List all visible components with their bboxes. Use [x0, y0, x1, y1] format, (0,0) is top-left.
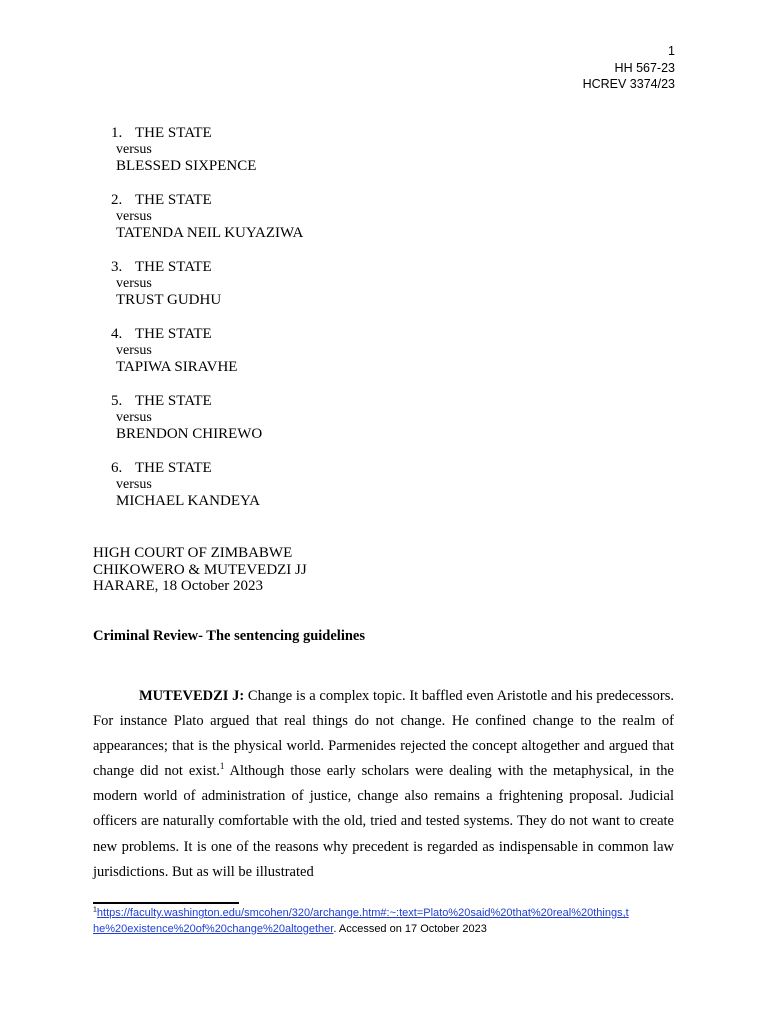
case-number: 4. — [111, 326, 123, 342]
case-versus: versus — [116, 276, 152, 291]
court-place-date: HARARE, 18 October 2023 — [93, 578, 263, 594]
case-versus: versus — [116, 142, 152, 157]
page-header — [583, 43, 675, 93]
case-accused: BRENDON CHIREWO — [116, 426, 263, 442]
case-number: 1. — [111, 125, 123, 141]
court-block — [93, 545, 307, 595]
footnote-suffix: . Accessed on 17 October 2023 — [333, 922, 487, 935]
case-accused: BLESSED SIXPENCE — [116, 158, 257, 174]
body-text-part1: Change is a complex topic. It baffled even Aristotle and his predecessors. For instance Plato argued that real things do not change. He confined change to the realm of appearances; that is the physical world. Parmenides rejected the concept altogether and argued that change did not exist. — [93, 688, 674, 780]
case-versus: versus — [116, 410, 152, 425]
judgment-body — [93, 684, 674, 885]
case-number: 5. — [111, 393, 123, 409]
footnote — [93, 906, 633, 937]
case-entry-6 — [111, 460, 260, 510]
case-number: 3. — [111, 259, 123, 275]
case-accused: TRUST GUDHU — [116, 292, 222, 308]
case-prosecutor: THE STATE — [135, 460, 212, 476]
footnote-separator — [93, 902, 239, 904]
case-versus: versus — [116, 477, 152, 492]
case-entry-2 — [111, 192, 303, 242]
judgment-reference: HH 567-23 — [614, 60, 675, 75]
page-number: 1 — [668, 44, 675, 58]
case-prosecutor: THE STATE — [135, 393, 212, 409]
case-entry-5 — [111, 393, 262, 443]
court-name: HIGH COURT OF ZIMBABWE — [93, 545, 293, 561]
case-prosecutor: THE STATE — [135, 192, 212, 208]
footnote-link[interactable]: https://faculty.washington.edu/smcohen/320/archange.htm#:~:text=Plato%20said%20that%20real%20things,the%20existence%20of%20change%20altogether — [93, 907, 629, 935]
case-subject: Criminal Review- The sentencing guidelines — [93, 628, 366, 644]
case-accused: TAPIWA SIRAVHE — [116, 359, 238, 375]
case-versus: versus — [116, 209, 152, 224]
case-number: 6. — [111, 460, 123, 476]
court-judges: CHIKOWERO & MUTEVEDZI JJ — [93, 561, 307, 578]
body-text-part2: Although those early scholars were dealing with the metaphysical, in the modern world of administration of justice, change also remains a frightening proposal. Judicial officers are naturally comfortable with the old, tried and tested systems. They do not want to create new problems. It is one of the reasons why precedent is regarded as indispensable in common law jurisdictions. But as will be illustrated — [93, 763, 674, 880]
judge-name: MUTEVEDZI J: — [139, 688, 245, 704]
case-accused: MICHAEL KANDEYA — [116, 493, 261, 509]
case-prosecutor: THE STATE — [135, 326, 212, 342]
case-number: 2. — [111, 192, 123, 208]
footnote-marker: 1 — [93, 906, 97, 914]
case-entry-4 — [111, 326, 237, 376]
case-prosecutor: THE STATE — [135, 259, 212, 275]
case-accused: TATENDA NEIL KUYAZIWA — [116, 225, 304, 241]
case-prosecutor: THE STATE — [135, 125, 212, 141]
case-entry-3 — [111, 259, 221, 309]
review-reference: HCREV 3374/23 — [582, 77, 675, 91]
case-versus: versus — [116, 343, 152, 358]
case-entry-1 — [111, 125, 256, 175]
footnote-reference[interactable]: 1 — [219, 761, 225, 772]
